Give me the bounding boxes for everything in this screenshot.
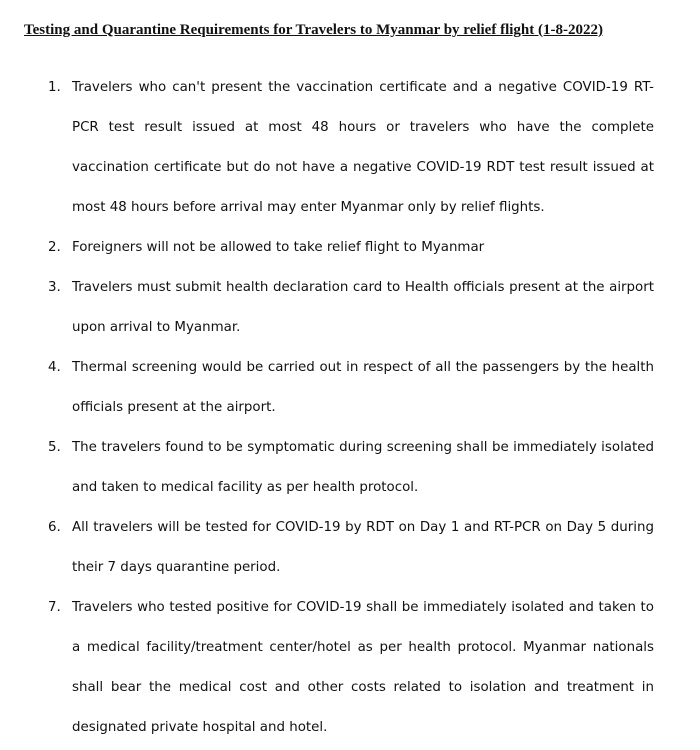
requirement-item-4 bbox=[0, 348, 654, 428]
requirement-item-3 bbox=[0, 268, 654, 348]
requirement-number: 1. bbox=[48, 80, 61, 95]
requirement-item-5 bbox=[0, 428, 654, 508]
requirement-number: 5. bbox=[48, 440, 61, 455]
requirement-number: 4. bbox=[48, 360, 61, 375]
requirement-item-7 bbox=[0, 588, 654, 748]
requirement-text: Foreigners will not be allowed to take relief flight to Myanmar bbox=[72, 240, 485, 255]
requirements-list bbox=[0, 68, 700, 748]
requirement-number: 6. bbox=[48, 520, 61, 535]
requirement-number: 7. bbox=[48, 600, 61, 615]
document-title: Testing and Quarantine Requirements for Travelers to Myanmar by relief flight (1-8-2022) bbox=[24, 22, 603, 38]
requirement-number: 3. bbox=[48, 280, 61, 295]
requirement-text: Travelers who tested positive for COVID-19 shall be immediately isolated and taken to a medical facility/treatment center/hotel as per health protocol. Myanmar nationals shall bear the medical cost and other costs related to isolation and treatment in designated private hospital and hotel. bbox=[72, 600, 654, 735]
requirement-text: All travelers will be tested for COVID-19 by RDT on Day 1 and RT-PCR on Day 5 during their 7 days quarantine period. bbox=[72, 520, 654, 575]
requirement-text: Thermal screening would be carried out in respect of all the passengers by the health officials present at the airport. bbox=[72, 360, 654, 415]
requirement-item-6 bbox=[0, 508, 654, 588]
requirement-number: 2. bbox=[48, 240, 61, 255]
requirement-text: The travelers found to be symptomatic during screening shall be immediately isolated and taken to medical facility as per health protocol. bbox=[72, 440, 654, 495]
requirement-item-1 bbox=[0, 68, 654, 228]
requirement-item-2 bbox=[0, 228, 654, 268]
requirement-text: Travelers who can't present the vaccination certificate and a negative COVID-19 RT-PCR test result issued at most 48 hours or travelers who have the complete vaccination certificate but do not have a negative COVID-19 RDT test result issued at most 48 hours before arrival may enter Myanmar only by relief flights. bbox=[72, 80, 654, 215]
requirement-text: Travelers must submit health declaration card to Health officials present at the airport upon arrival to Myanmar. bbox=[72, 280, 654, 335]
